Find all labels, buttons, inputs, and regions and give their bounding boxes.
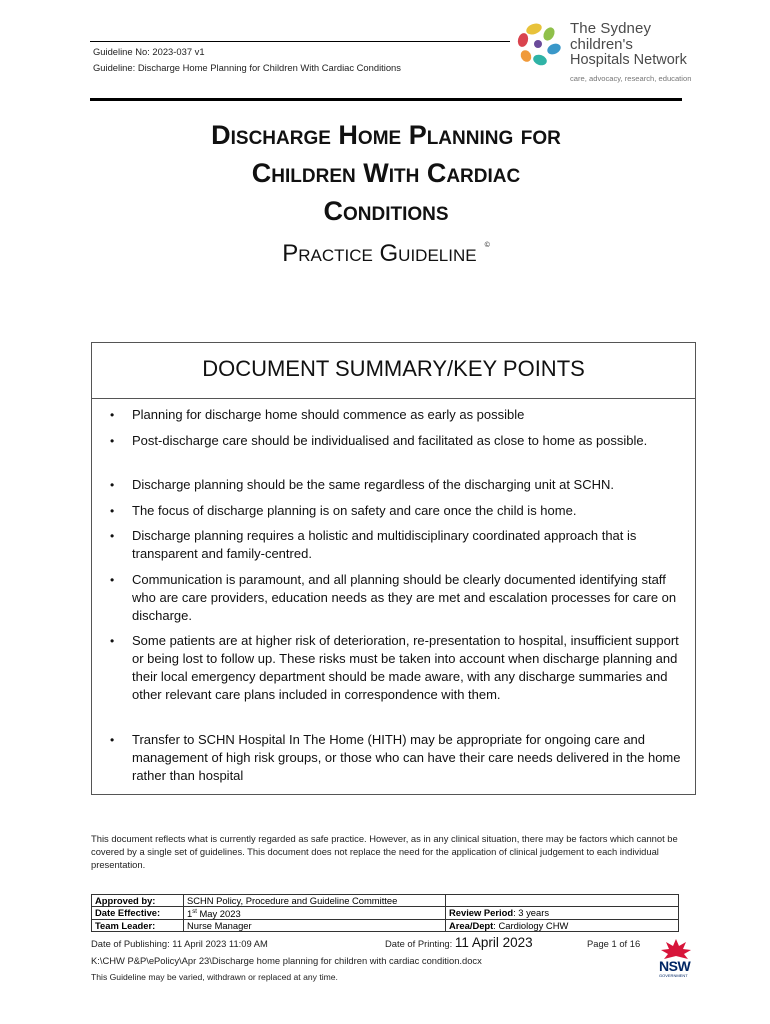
header-divider <box>90 98 682 101</box>
table-row <box>92 907 679 920</box>
review-period-value: : 3 years <box>513 907 550 918</box>
printing-label: Date of Printing: <box>385 938 453 949</box>
bullet-icon: • <box>110 529 115 543</box>
area-label: Area/Dept <box>449 920 494 932</box>
team-leader-value: Nurse Manager <box>184 920 446 932</box>
date-effective-value: 1st May 2023 <box>184 907 446 920</box>
list-item: • The focus of discharge planning is on safety and care once the child is home. <box>110 503 577 518</box>
header-top-rule <box>90 41 510 42</box>
summary-box <box>91 342 696 795</box>
approved-by-label: Approved by: <box>92 895 184 907</box>
bullet-icon: • <box>110 408 115 422</box>
nsw-wordmark: NSW <box>659 958 691 974</box>
review-period-label: Review Period <box>449 907 514 918</box>
list-item: • Discharge planning should be the same regardless of the discharging unit at SCHN. <box>110 477 614 492</box>
list-item: • Post-discharge care should be individualised and facilitated as close to home as possible. <box>110 433 648 448</box>
table-row <box>92 920 679 932</box>
list-item: • Communication is paramount, and all planning should be clearly documented identifying staff who are care providers, education needs as they are met and escalation processes for care on discharge. <box>110 572 677 623</box>
guideline-title: Guideline: Discharge Home Planning for Children With Cardiac Conditions <box>93 62 401 73</box>
bullet-icon: • <box>110 478 115 492</box>
page-number: Page 1 of 16 <box>587 938 641 949</box>
title-line-1: Discharge Home Planning for <box>211 120 561 150</box>
subtitle-text: Practice Guideline <box>282 240 477 267</box>
empty-cell <box>446 895 679 907</box>
area-value: : Cardiology CHW <box>493 920 569 932</box>
approval-table <box>91 894 679 932</box>
date-of-printing <box>385 935 533 950</box>
bullet-icon: • <box>110 434 115 448</box>
nsw-government-logo <box>658 938 694 978</box>
nsw-government-text: GOVERNMENT <box>659 973 688 978</box>
summary-heading: DOCUMENT SUMMARY/KEY POINTS <box>92 343 695 399</box>
bullet-icon: • <box>110 504 115 518</box>
disclaimer-text: This document reflects what is currently regarded as safe practice. However, as in any clinical situation, there may be factors which cannot be covered by a single set of guidelines. This document does not replace the need for the application of clinical judgement to each individual presentation. <box>91 833 678 870</box>
logo-line-3: Hospitals Network <box>570 52 687 68</box>
date-of-publishing: Date of Publishing: 11 April 2023 11:09 AM <box>91 938 268 949</box>
list-item: • Some patients are at higher risk of deterioration, re-presentation to hospital, insufficient support or being lost to follow up. These risks must be taken into account when discharge planning and their local emergency department should be made aware, with any discharge summaries and other relevant care plans included in correspondence with them. <box>110 633 679 702</box>
approved-by-value: SCHN Policy, Procedure and Guideline Committee <box>184 895 446 907</box>
review-period-cell <box>446 907 679 920</box>
logo-tagline: care, advocacy, research, education <box>570 74 692 83</box>
title-line-2: Children With Cardiac <box>251 158 521 188</box>
date-effective-label: Date Effective: <box>92 907 184 920</box>
file-path: K:\CHW P&P\ePolicy\Apr 23\Discharge home planning for children with cardiac condition.docx <box>91 955 482 966</box>
list-item: • Planning for discharge home should commence as early as possible <box>110 407 525 422</box>
logo-line-2: children's <box>570 36 633 53</box>
table-row <box>92 895 679 907</box>
team-leader-label: Team Leader: <box>92 920 184 932</box>
schn-logo <box>514 20 692 88</box>
bullet-icon: • <box>110 573 115 587</box>
list-item: • Transfer to SCHN Hospital In The Home (HITH) may be appropriate for ongoing care and management of high risk groups, or those who can have their care needs delivered in the home rather than hospital <box>110 732 681 783</box>
document-subtitle <box>90 240 682 268</box>
area-cell <box>446 920 679 932</box>
waratah-icon <box>658 938 694 960</box>
bullet-icon: • <box>110 733 115 747</box>
list-item: • Discharge planning requires a holistic and multidisciplinary coordinated approach that is transparent and family-centred. <box>110 528 637 561</box>
copyright-mark: © <box>484 242 490 249</box>
printing-value: 11 April 2023 <box>454 935 533 950</box>
variation-notice: This Guideline may be varied, withdrawn or replaced at any time. <box>91 972 338 982</box>
guideline-number: Guideline No: 2023-037 v1 <box>93 46 205 57</box>
title-line-3: Conditions <box>323 196 449 226</box>
bullet-icon: • <box>110 634 115 648</box>
logo-leaves-icon <box>514 20 570 72</box>
document-title <box>90 116 682 230</box>
logo-line-1: The Sydney <box>570 20 652 37</box>
